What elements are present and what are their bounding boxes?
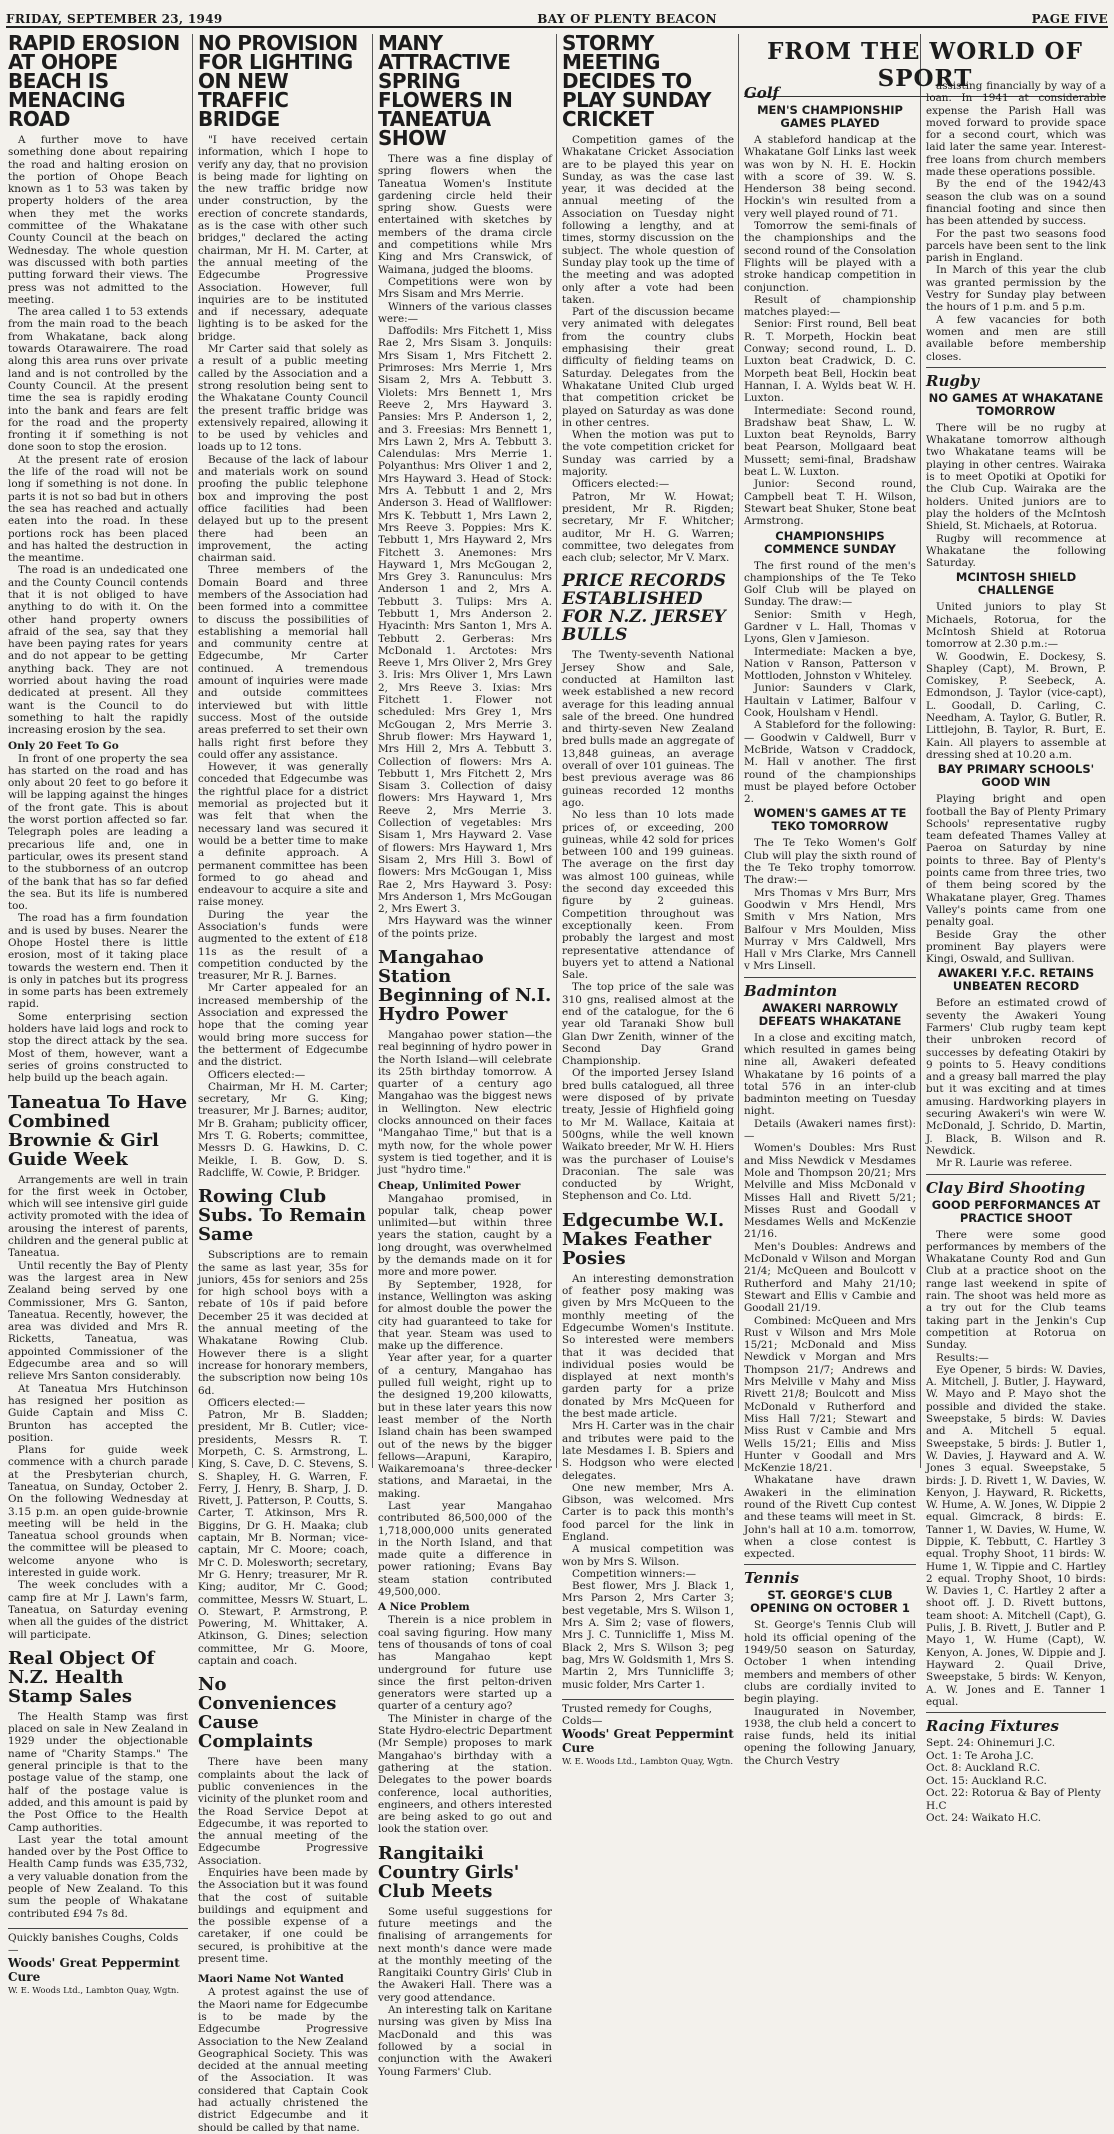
divider <box>744 977 916 978</box>
article-ohope-erosion <box>8 31 188 1085</box>
article-mangahao <box>378 948 552 1836</box>
paragraph: Arrangements are well in train for the first week in October, which will see intensive girl guide activity promoted with the idea of arousing the interest of parents, children and the general public at Taneatua. <box>8 1173 188 1260</box>
paragraph: There will be no rugby at Whakatane tomorrow although two Whakatane teams will be playing in other centres. Wairaka is to meet Opotiki at Opotiki for the Club Cup. Wairaka are the holders. United juniors are to play the holders of the McIntosh Shield, St. Michaels, at Rotorua. <box>926 421 1106 533</box>
racing-fixture: Oct. 24: Waikato H.C. <box>926 1812 1042 1825</box>
paragraph: The first round of the men's championships of the Te Teko Golf Club will be played on Sunday. The draw:— <box>744 559 916 609</box>
racing-fixture: Oct. 1: Te Aroha J.C. <box>926 1749 1034 1762</box>
paragraph: Result of championship matches played:— <box>744 293 916 319</box>
headline: ST. GEORGE'S CLUB OPENING ON OCTOBER 1 <box>750 1588 910 1616</box>
paragraph: A musical competition was won by Mrs S. Wilson. <box>562 1543 734 1568</box>
paragraph: Intermediate: Macken a bye, Nation v Ranson, Patterson v Mottloden, Johnston v Whiteley. <box>744 645 916 683</box>
paragraph: Men's Doubles: Andrews and McDonald v Wilson and Morgan 21/4; McQueen and Boulcott v Rutherford and Mahy 21/10; Stewart and Ellis v Cambie and Goodall 21/19. <box>744 1240 916 1315</box>
paragraph: Three members of the Domain Board and three members of the Association had been formed into a committee to discuss the possibilities of establishing a memorial hall and community centre at Edgecumbe, Mr Carter continued. A tremendous amount of inquiries were made and outside committees interviewed but with little success. Most of the outside areas preferred to set their own halls right first before they could offer any assistance. <box>198 564 368 761</box>
paragraph: Intermediate: Second round, Bradshaw beat Shaw, L. W. Luxton beat Reynolds, Barry beat Pearson, Mollgaard beat Mussett; semi-final, Bradshaw beat L. W. Luxton. <box>744 404 916 479</box>
paragraph: Part of the discussion became very animated with delegates from the country clubs emphasising their great difficulty of fielding teams on Saturday. Delegates from the Whakatane United Club urged that competition cricket be played on Saturday as was done in other centres. <box>562 306 734 429</box>
section-badminton: Badminton <box>744 981 838 1000</box>
headline: RAPID EROSION AT OHOPE BEACH IS MENACING ROAD <box>8 31 180 131</box>
paragraph: By September, 1928, for instance, Wellington was asking for almost double the power the city had guaranteed to take for that year. Steam was used to make up the difference. <box>378 1278 552 1353</box>
paragraph: At Taneatua Mrs Hutchinson has resigned her position as Guide Captain and Miss C. Brunton has accepted the position. <box>8 1382 188 1444</box>
paragraph: Playing bright and open football the Bay of Plenty Primary Schools' representative rugby team defeated Thames Valley at Paeroa on Saturday by nine points to three. Bay of Plenty's points came from three tries, two of them being scored by the Whakatane player, Greg. Thames Valley's points came from one penalty goal. <box>926 793 1106 929</box>
paragraph: The Health Stamp was first placed on sale in New Zealand in 1929 under the objectionable name of "Charity Stamps." The general principle is that to the postage value of the stamp, one half of the postage value is added, and this amount is paid by the Post Office to the Health Camp authorities. <box>8 1710 188 1834</box>
advert-peppermint-cure <box>562 1699 734 1767</box>
advert-peppermint-cure <box>8 1928 188 1996</box>
paragraph: Daffodils: Mrs Fitchett 1, Miss Rae 2, Mrs Sisam 3. Jonquils: Mrs Sisam 1, Mrs Fitchett 2. Primroses: Mrs Merrie 1, Mrs Sisam 2, Mrs A. Tebbutt 3. Violets: Mrs Bennett 1, Mrs Reeve 2, Mrs Hayward 3. Pansies: Mrs P. Anderson 1, 2, and 3. Freesias: Mrs Bennett 1, Mrs Lawn 2, Mrs A. Tebbutt 3. Calendulas: Mrs Merrie 1. Polyanthus: Mrs Oliver 1 and 2, Mrs Hayward 3. Head of Stock: Mrs A. Tebbutt 1 and 2, Mrs Anderson 3. Head of Wallflower: Mrs K. Tebbutt 1, Mrs Lawn 2, Mrs Reeve 3. Poppies: Mrs K. Tebbutt 1, Mrs Hayward 2, Mrs Fitchett 3. Anemones: Mrs Hayward 1, Mrs McGougan 2, Mrs Grey 3. Ranunculus: Mrs Anderson 1 and 2, Mrs A. Tebbutt 3. Tulips: Mrs A. Tebbutt 1, Mrs Anderson 2. Hyacinth: Mrs Santon 1, Mrs A. Tebbutt 2. Gerberas: Mrs McDonald 1. Arctotes: Mrs Reeve 1, Mrs Oliver 2, Mrs Grey 3. Iris: Mrs Oliver 1, Mrs Lawn 2, Mrs Reeve 3. Ixias: Mrs Fitchett 1. Flower not scheduled: Mrs Grey 1, Mrs McGougan 2, Mrs Merrie 3. Shrub flower: Mrs Hayward 1, Mrs Hill 2, Mrs A. Tebbutt 3. Collection of flowers: Mrs A. Tebbutt 1, Mrs Fitchett 2, Mrs Sisam 3. Collection of daisy flowers: Mrs Hayward 1, Mrs Reeve 2, Mrs Merrie 3. Collection of vegetables: Mrs Sisam 1, Mrs Hayward 2. Vase of flowers: Mrs Hayward 1, Mrs Sisam 2, Mrs Hill 3. Bowl of flowers: Mrs McGougan 1, Miss Rae 2, Mrs Hayward 3. Posy: Mrs Anderson 1, Mrs McGougan 2, Mrs Ewert 3. <box>378 325 552 916</box>
masthead <box>6 4 1108 28</box>
paragraph: Mr Carter appealed for an increased membership of the Association and expressed the hope that the coming year would bring more success for the betterment of Edgecumbe and the district. <box>198 982 368 1069</box>
paragraph: The Minister in charge of the State Hydro-electric Department (Mr Semple) proposes to mark Mangahao's birthday with a gathering at the station. Delegates to the power boards conference, local authorities, engineers, and others interested are being asked to go out and look the station over. <box>378 1712 552 1836</box>
article-bridge-lighting <box>198 31 368 1179</box>
column-4 <box>562 31 734 1767</box>
paragraph: The road is an undedicated one and the County Council contends that it is not obliged to have anything to do with it. On the other hand property owners afraid of the sea, say that they have been paying rates for years and do not appear to be getting anything back. They are not worried about having the road dedicated at present. All they want is the Council to do something to halt the rapidly increasing erosion by the sea. <box>8 564 188 737</box>
paragraph: Therein is a nice problem in coal saving figuring. How many tens of thousands of tons of coal has Mangahao kept underground for future use since the first pelton-driven generators were started up a quarter of a century ago? <box>378 1614 552 1713</box>
headline: Rangitaiki Country Girls' Club Meets <box>378 1842 520 1902</box>
headline: STORMY MEETING DECIDES TO PLAY SUNDAY CRICKET <box>562 31 711 131</box>
article-spring-flowers <box>378 31 552 940</box>
divider <box>926 1174 1106 1175</box>
paragraph: Mangahao power station—the real beginning of hydro power in the North Island—will celebrate its 25th birthday tomorrow. A quarter of a century ago Mangahao was the biggest news in Wellington. New electric clocks announced on their faces "Mangahao Time," but that is a myth now, for the whole power system is tied together, and it is just "hydro time." <box>378 1029 552 1177</box>
paragraph: A stableford handicap at the Whakatane Golf Links last week was won by N. H. E. Hockin with a score of 39. W. S. Henderson 38 being second. Hockin's win resulted from a very well played round of 71. <box>744 134 916 220</box>
paragraph: Until recently the Bay of Plenty was the largest area in New Zealand being served by one Commissioner, Mrs G. Santon, Taneatua. Recently, however, the area was divided and Mrs R. Ricketts, Taneatua, was appointed Commissioner of the Edgecumbe area and so will relieve Mrs Santon considerably. <box>8 1259 188 1383</box>
paragraph: Eye Opener, 5 birds: W. Davies, A. Mitchell, J. Butler, J. Hayward, W. Mayo and P. Mayo shot the possible and divided the stake. Sweepstake, 5 birds: W. Davies and A. Mitchell 5 equal. Sweepstake, 5 birds: J. Butler 1, W. Davies, J. Hayward and A. W. Jones 3 equal. Sweepstake, 5 birds: J. D. Rivett 1, W. Davies, W. Kenyon, J. Hayward, R. Ricketts, W. Hume, A. W. Jones, W. Dippie 2 equal. Gimcrack, 8 birds: E. Tanner 1, W. Davies, W. Hume, W. Dippie, K. Tebbutt, C. Hartley 3 equal. Trophy Shoot, 11 birds: W. Hume 1, W. Tippie and C. Hartley 2 equal. Trophy Shoot, 10 birds: W. Davies 1, C. Hartley 2 after a shoot off. J. D. Rivett buttons, team shoot: A. Mitchell (Capt), G. Pulis, J. B. Rivett, J. Butler and P. Mayo 1, W. Hume (Capt), W. Kenyon, A. Jones, W. Dippie and J. Hayward 2. Quail Drive, Sweepstake, 5 birds: W. Kenyon, A. W. Jones and E. Tanner 1 equal. <box>926 1363 1106 1708</box>
headline: Mangahao Station Beginning of N.I. Hydro Power <box>378 947 552 1025</box>
article-maori-name <box>198 1973 368 2134</box>
headline: PRICE RECORDS ESTABLISHED FOR N.Z. JERSEY BULLS <box>562 571 726 646</box>
issue-date: FRIDAY, SEPTEMBER 23, 1949 <box>6 12 223 26</box>
headline: NO PROVISION FOR LIGHTING ON NEW TRAFFIC BRIDGE <box>198 31 358 131</box>
headline: Taneatua To Have Combined Brownie & Girl Guide Week <box>8 1091 188 1170</box>
paragraph: For the past two seasons food parcels have been sent to the link parish in England. <box>926 227 1106 265</box>
column-rule <box>920 34 921 1468</box>
divider <box>926 367 1106 368</box>
headline: BAY PRIMARY SCHOOLS' GOOD WIN <box>937 762 1095 790</box>
paragraph: Senior: Smith v Hegh, Gardner v L. Hall, Thomas v Lyons, Glen v Jamieson. <box>744 608 916 646</box>
headline: MEN'S CHAMPIONSHIP GAMES PLAYED <box>757 103 903 130</box>
section-golf: Golf <box>744 84 779 102</box>
headline: WOMEN'S GAMES AT TE TEKO TOMORROW <box>753 806 907 834</box>
headline: Edgecumbe W.I. Makes Feather Posies <box>562 1209 725 1269</box>
paragraph: Officers elected:— <box>208 1396 306 1409</box>
ad-line: Trusted remedy for Coughs, Colds— <box>562 1702 712 1727</box>
column-rule <box>192 34 193 1468</box>
paragraph: An interesting demonstration of feather posy making was given by Mrs McQueen to the monthly meeting of the Edgecumbe Women's Institute. So interested were members that it was decided that individual posies would be displayed at next month's garden party for a prize donated by Mrs McQueen for the best made article. <box>562 1272 734 1421</box>
racing-fixture: Oct. 22: Rotorua & Bay of Plenty H.C <box>926 1787 1101 1812</box>
headline: Maori Name Not Wanted <box>198 1973 344 1986</box>
section-clay-bird: Clay Bird Shooting <box>926 1178 1086 1197</box>
racing-fixture: Sept. 24: Ohinemuri J.C. <box>926 1737 1056 1750</box>
paragraph: Last year Mangahao contributed 86,500,000 of the 1,718,000,000 units generated in the North Island, and that made quite a difference in power rationing; Evans Bay steam station contributed 49,500,000. <box>378 1499 552 1599</box>
article-jersey-bulls <box>562 572 734 1202</box>
paragraph: The road has a firm foundation and is used by buses. Nearer the Ohope Hostel there is little erosion, most of it taking place towards the western end. Then it is only in patches but its progress in some parts has been extremely rapid. <box>8 912 188 1011</box>
ad-product: Woods' Great Peppermint Cure <box>562 1726 734 1755</box>
paragraph: Because of the lack of labour and materials work on sound proofing the public telephone box and improving the post office facilities had been delayed but up to the present there had been an improvement, the acting chairman said. <box>198 453 368 565</box>
paragraph: There were some good performances by members of the Whakatane County Rod and Gun Club at a practice shoot on the range last weekend in spite of rain. The shoot was held more as a try out for the Club teams taking part in the Jenkin's Cup competition at Rotorua on Sunday. <box>926 1228 1106 1352</box>
paragraph: Junior: Second round, Campbell beat T. H. Wilson, Stewart beat Shuker, Stone beat Armstrong. <box>744 478 916 528</box>
paragraph: Combined: McQueen and Mrs Rust v Wilson and Mrs Mole 15/21; McDonald and Miss Newdick v Morgan and Mrs Thompson 21/7; Andrews and Mrs Melville v Mahy and Miss Rivett 21/8; Boulcott and Miss McDonald v Rutherford and Miss Hall 7/21; Stewart and Miss Rust v Cambie and Mrs Wells 15/21; Ellis and Miss Hunter v Goodall and Mrs McKenzie 18/21. <box>744 1314 916 1475</box>
paragraph: There was a fine display of spring flowers when the Taneatua Women's Institute gardening circle held their spring show. Guests were entertained with sketches by members of the drama circle and competitions while Mrs King and Mrs Cranswick, of Waimana, judged the blooms. <box>378 153 552 276</box>
paragraph: The Te Teko Women's Golf Club will play the sixth round of the Te Teko trophy tomorrow. The draw:— <box>744 837 916 887</box>
column-rule <box>372 34 373 1468</box>
headline: AWAKERI NARROWLY DEFEATS WHAKATANE <box>758 1000 902 1028</box>
paragraph: Competition winners:— <box>572 1567 697 1580</box>
paragraph: Mr Carter said that solely as a result of a public meeting called by the Association and a strong resolution being sent to the Whakatane County Council the present traffic bridge was extensively repaired, allowing it to be used by vehicles and loads up to 12 tons. <box>198 343 368 454</box>
column-1 <box>8 31 188 1996</box>
paragraph: Results:— <box>936 1351 989 1364</box>
paragraph: Mrs Thomas v Mrs Burr, Mrs Goodwin v Mrs Hendl, Mrs Smith v Mrs Nation, Mrs Balfour v Mrs Moulden, Miss Murray v Mrs Caldwell, Mrs Hall v Mrs Clarke, Mrs Cannell v Mrs Linsell. <box>744 886 916 973</box>
article-girl-guide-week <box>8 1093 188 1641</box>
column-5 <box>744 80 916 1767</box>
ad-line: Quickly banishes Coughs, Colds— <box>8 1931 179 1956</box>
column-rule <box>738 34 739 1468</box>
headline: Real Object Of N.Z. Health Stamp Sales <box>8 1647 155 1707</box>
racing-fixture: Oct. 8: Auckland R.C. <box>926 1762 1041 1775</box>
paragraph: Some useful suggestions for future meetings and the finalising of arrangements for next month's dance were made at the monthly meeting of the Rangitaiki Country Girls' Club in the Awakeri Hall. There was a very good attendance. <box>378 1905 552 2004</box>
column-3 <box>378 31 552 2078</box>
racing-fixture: Oct. 15: Auckland R.C. <box>926 1774 1047 1787</box>
paragraph: When the motion was put to the vote competition cricket for Sunday was carried by a majority. <box>562 429 734 479</box>
paragraph: Of the imported Jersey Island bred bulls catalogued, all three were disposed of by private treaty, Jessie of Highfield going to Mr M. Wallace, Kaitaia at 500gns, while the well known Waikato breeder, Mr W. H. Hiers was the purchaser of Louise's Draconian. The sale was conducted by Wright, Stephenson and Co. Ltd. <box>562 1067 734 1203</box>
headline: NO GAMES AT WHAKATANE TOMORROW <box>928 390 1104 418</box>
article-country-girls <box>378 1844 552 2078</box>
paragraph: Plans for guide week commence with a church parade at the Presbyterian church, Taneatua, on Sunday, October 2. On the following Wednesday at 3.15 p.m. an open guide-brownie meeting will be held in the Taneatua school grounds when the committee will be pleased to welcome anyone who is interested in guide work. <box>8 1444 188 1580</box>
paragraph: Tomorrow the semi-finals of the championships and the second round of the Consolation Flights will be played with a stroke handicap competition in conjunction. <box>744 220 916 294</box>
article-rowing-club <box>198 1187 368 1667</box>
ad-address: W. E. Woods Ltd., Lambton Quay, Wgtn. <box>562 1756 734 1767</box>
paragraph: In front of one property the sea has started on the road and has only about 20 feet to go before it will be lapping against the hinges of the front gate. This is about the worst portion affected so far. Telegraph poles are leading a precarious life and, one in particular, owes its present stand to the stubborness of an outcrop of the bank that has so far defied the sea. But its life is numbered too. <box>8 752 188 913</box>
paragraph: Inaugurated in November, 1938, the club held a concert to raise funds, held its initial opening the following January, the Church Vestry <box>744 1705 916 1767</box>
section-rugby: Rugby <box>926 371 980 390</box>
headline: Rowing Club Subs. To Remain Same <box>198 1186 366 1246</box>
paragraph: Mrs H. Carter was in the chair and tributes were paid to the late Mesdames I. B. Spiers and S. Hodgson who were elected delegates. <box>562 1420 734 1482</box>
paragraph: Best flower, Mrs J. Black 1, Mrs Parson 2, Mrs Carter 3; best vegetable, Mrs S. Wilson 1, Mrs A. Sim 2; vase of flowers, Mrs J. C. Tunnicliffe 1, Miss M. Black 2, Mrs S. Wilson 3; peg bag, Mrs W. Goldsmith 1, Mrs S. Martin 2, Mrs Tunnicliffe 3; music folder, Mrs Carter 1. <box>562 1580 734 1691</box>
paragraph: Patron, Mr W. Howat; president, Mr R. Rigden; secretary, Mr F. Whitcher; auditor, Mr H. G. Warren; committee, two delegates from each club; selector, Mr V. Marx. <box>562 490 734 565</box>
paragraph: Women's Doubles: Mrs Rust and Miss Newdick v Mesdames Mole and Thompson 20/21; Mrs Melville and Miss McDonald v Misses Hall and Rivett 5/21; Misses Rust and Goodall v Mesdames Wells and McKenzie 21/16. <box>744 1142 916 1241</box>
paragraph: "I have received certain information, which I hope to verify any day, that no provision is being made for lighting on the new traffic bridge now under construction, by the erection of concrete standards, as is the case with other such bridges," declared the acting chairman, Mr H. M. Carter, at the annual meeting of the Edgecumbe Progressive Association. However, full inquiries are to be instituted and if necessary, adequate lighting is to be asked for the bridge. <box>198 134 368 343</box>
paragraph: W. Goodwin, E. Dockesy, S. Shapley (Capt), M. Brown, P. Comiskey, P. Seebeck, A. Edmondson, J. Taylor (vice-capt), L. Goodall, D. Carling, C. Needham, A. Taylor, G. Butler, R. Littlejohn, B. Taylor, R. Burt, E. Kain. All players to assemble at dressing shed at 10.20 a.m. <box>926 650 1106 761</box>
paragraph: However, it was generally conceded that Edgecumbe was the rightful place for a district memorial as projected but it was felt that when the necessary land was secured it would be a better time to make a definite approach. A permanent committee has been formed to go ahead and endeavour to acquire a site and raise money. <box>198 761 368 909</box>
headline: No Conveniences Cause Complaints <box>198 1674 337 1753</box>
paragraph: Subscriptions are to remain the same as last year, 35s for juniors, 45s for seniors and 25s for high school boys with a rebate of 10s if paid before December 25 it was decided at the annual meeting of the Whakatane Rowing Club. However there is a slight increase for honorary members, the subscription now being 10s 6d. <box>198 1249 368 1397</box>
article-sunday-cricket <box>562 31 734 565</box>
ad-address: W. E. Woods Ltd., Lambton Quay, Wgtn. <box>8 1985 180 1996</box>
paragraph: Patron, Mr B. Sladden; president, Mr B. Cutler; vice-presidents, Messrs R. T. Morpeth, C. S. Armstrong, L. King, S. Cave, D. C. Stevens, S. S. Shapley, H. G. Warren, F. Ferry, J. Henry, B. Sharp, J. D. Rivett, J. Patterson, P. Coutts, S. Carter, T. Atkinson, Mrs R. Biggins, Dr G. H. Maaka; club captain, Mr B. Norman; vice-captain, Mr C. Moore; coach, Mr C. D. Molesworth; secretary, Mr G. Henry; treasurer, Mr R. King; auditor, Mr C. Good; committee, Messrs W. Stuart, L. O. Stewart, P. Armstrong, P. Powering, M. Whittaker, A. Atkinson, G. Dines; selection committee, Mr G. Moore, captain and coach. <box>198 1409 368 1668</box>
paragraph: A further move to have something done about repairing the road and halting erosion on the portion of Ohope Beach known as 1 to 53 was taken by property holders of the area when they met the works committee of the Whakatane County Council at the beach on Wednesday. The whole question was discussed with both parties putting forward their views. The press was not admitted to the meeting. <box>8 134 188 306</box>
paragraph: assisting financially by way of a loan. In 1941 at considerable expense the Parish Hall was moved forward to provide space for a second court, which was laid later the same year. Interest-free loans from church members made these operations possible. <box>926 80 1106 179</box>
paragraph: Beside Gray the other prominent Bay players were Kingi, Oswald, and Sullivan. <box>926 928 1106 966</box>
paragraph: Officers elected:— <box>208 1068 306 1081</box>
paragraph: At the present rate of erosion the life of the road will not be long if something is not done. In parts it is not so bad but in others the sea has reached and actually eaten into the road. In these portions rock has been placed and has halted the destruction in the meantime. <box>8 453 188 565</box>
paragraph: An interesting talk on Karitane nursing was given by Miss Ina MacDonald and this was followed by a social in conjunction with the Awakeri Young Farmers' Club. <box>378 2004 552 2078</box>
paper-name: BAY OF PLENTY BEACON <box>537 12 717 26</box>
paragraph: The top price of the sale was 310 gns, realised almost at the end of the catalogue, for the 6 year old Taranaki Show bull Glan Dwr Zenith, winner of the Second Day Grand Championship. <box>562 981 734 1068</box>
headline: MCINTOSH SHIELD CHALLENGE <box>955 570 1077 598</box>
paragraph: Winners of the various classes were:— <box>378 300 552 325</box>
paragraph: Rugby will recommence at Whakatane the following Saturday. <box>926 532 1106 570</box>
paragraph: Mrs Hayward was the winner of the points prize. <box>378 915 552 940</box>
paragraph: There have been many complaints about the lack of public conveniences in the vicinity of the plunket room and the Road Service Depot at Edgecumbe, it was reported to the annual meeting of the Edgecumbe Progressive Association. <box>198 1756 368 1867</box>
paragraph: Senior: First round, Bell beat R. T. Morpeth, Hockin beat Conway; second round, L. D. Luxton beat Cradwick, D. C. Morpeth beat Bell, Hockin beat Hannan, I. A. Wylds beat W. H. Luxton. <box>744 318 916 405</box>
paragraph: Officers elected:— <box>572 478 670 491</box>
paragraph: No less than 10 lots made prices of, or exceeding, 200 guineas, while 42 sold for prices between 100 and 199 guineas. The average on the first day was almost 100 guineas, while the second day exceeded this figure by 2 guineas. Competition throughout was exceptionally keen. From probably the largest and most representative attendance of buyers yet to attend a National Sale. <box>562 809 734 982</box>
paragraph: Mr R. Laurie was referee. <box>936 1157 1073 1170</box>
paragraph: In a close and exciting match, which resulted in games being nine all, Awakeri defeated Whakatane by 16 points of a total 576 in an inter-club badminton meeting on Tuesday night. <box>744 1031 916 1118</box>
headline: GOOD PERFORMANCES AT PRACTICE SHOOT <box>931 1197 1101 1225</box>
column-rule <box>556 34 557 1468</box>
column-2 <box>198 31 368 2134</box>
paragraph: A protest against the use of the Maori name for Edgecumbe is to be made by the Edgecumbe Progressive Association to the New Zealand Geographical Society. This was decided at the annual meeting of the Association. It was considered that Captain Cook had actually christened the district Edgecumbe and it should be called by that name. <box>198 1986 368 2134</box>
divider <box>926 1712 1106 1713</box>
sport-header: FROM THE WORLD OF SPORT <box>744 36 1106 97</box>
paragraph: Competitions were won by Mrs Sisam and Mrs Merrie. <box>378 275 552 301</box>
headline: AWAKERI Y.F.C. RETAINS UNBEATEN RECORD <box>937 966 1095 994</box>
paragraph: The Twenty-seventh National Jersey Show and Sale, conducted at Hamilton last week established a new record average for this leading annual sale of the breed. One hundred and thirty-seven New Zealand bred bulls made an aggregate of 13,848 guineas, an average overall of over 101 guineas. The best previous average was 86 guineas recorded 12 months ago. <box>562 649 734 809</box>
paragraph: Last year the total amount handed over by the Post Office to Health Camp funds was £35,732, a very valuable donation from the people of New Zealand. To this sum the people of Whakatane contributed £94 7s 8d. <box>8 1833 188 1920</box>
paragraph: Junior: Saunders v Clark, Haultain v Latimer, Balfour v Cook, Houlsham v Hendl. <box>744 682 916 720</box>
paragraph: The area called 1 to 53 extends from the main road to the beach from Whakatane, back along towards Otarawairere. The road along this area runs over private land and is not controlled by the County Council. At the present time the sea is rapidly eroding into the bank and fears are felt for the road and the property fronting it if something is not done soon to stop the erosion. <box>8 306 188 454</box>
article-feather-posies <box>562 1211 734 1691</box>
paragraph: Details (Awakeri names first):— <box>744 1117 916 1143</box>
article-conveniences <box>198 1675 368 1965</box>
section-racing: Racing Fixtures <box>926 1717 1059 1736</box>
paragraph: Whakatane have drawn Awakeri in the elimination round of the Rivett Cup contest and these teams will meet in St. John's hall at 10 a.m. tomorrow, when a close contest is expected. <box>744 1474 916 1561</box>
paragraph: Year after year, for a quarter of a century, Mangahao has pulled full weight, right up to the designed 19,200 kilowatts, but in these later years this now least member of the North Island chain has been swamped out of the news by the bigger fellows—Arapuni, Karapiro, Waikaremoana's three-decker stations, and Maraetai, in the making. <box>378 1352 552 1500</box>
headline: CHAMPIONSHIPS COMMENCE SUNDAY <box>764 528 896 556</box>
column-6 <box>926 80 1106 1825</box>
subheading: Only 20 Feet To Go <box>8 739 119 752</box>
ad-product: Woods' Great Peppermint Cure <box>8 1955 180 1984</box>
paragraph: Some enterprising section holders have laid logs and rock to stop the direct attack by the sea. Most of them, however, want a series of groins constructed to help build up the beach again. <box>8 1010 188 1085</box>
section-tennis: Tennis <box>744 1569 799 1588</box>
divider <box>744 1564 916 1565</box>
paragraph: Competition games of the Whakatane Cricket Association are to be played this year on Sunday, as was the case last year, it was decided at the annual meeting of the Association on Tuesday night following a lengthy, and at times, stormy discussion on the subject. The whole question of Sunday play took up the time of the meeting and was adopted only after a vote had been taken. <box>562 134 734 306</box>
paragraph: In March of this year the club was granted permission by the Vestry for Sunday play between the hours of 1 p.m. and 5 p.m. <box>926 264 1106 314</box>
paragraph: One new member, Mrs A. Gibson, was welcomed. Mrs Carter is to pack this month's food parcel for the link in England. <box>562 1481 734 1543</box>
subheading: A Nice Problem <box>378 1601 470 1614</box>
article-health-stamp <box>8 1649 188 1920</box>
paragraph: Chairman, Mr H. M. Carter; secretary, Mr G. King; treasurer, Mr J. Barnes; auditor, Mr B. Graham; publicity officer, Mrs T. G. Roberts; committee, Messrs D. G. Hawkins, D. C. Meikle, I. B. Gow, D. S. Radcliffe, W. Cowie, P. Bridger. <box>198 1080 368 1179</box>
paragraph: During the year the Association's funds were augmented to the extent of £18 11s as the result of a competition conducted by the treasurer, Mr R. J. Barnes. <box>198 908 368 983</box>
paragraph: A few vacancies for both women and men are still available before membership closes. <box>926 313 1106 363</box>
paragraph: Before an estimated crowd of seventy the Awakeri Young Farmers' Club rugby team kept their unbroken record of successes by defeating Otakiri by 9 points to 5. Heavy conditions and a greasy ball marred the play but it was exciting and at times amusing. Hardworking players in securing Awakeri's win were W. McDonald, J. Schrido, D. Martin, J. Black, B. Wilson and R. Newdick. <box>926 997 1106 1157</box>
paragraph: United juniors to play St Michaels, Rotorua, for the McIntosh Shield at Rotorua tomorrow at 2.30 p.m.:— <box>926 601 1106 651</box>
paragraph: St. George's Tennis Club will hold its official opening of the 1949/50 season on Saturday, October 1 when intending members and members of other clubs are cordially invited to begin playing. <box>744 1619 916 1706</box>
page-number: PAGE FIVE <box>1031 12 1108 26</box>
paragraph: A Stableford for the following:— Goodwin v Caldwell, Burr v McBride, Watson v Craddock, M. Hall v another. The first round of the championships must be played before October 2. <box>744 719 916 806</box>
paragraph: Mangahao promised, in popular talk, cheap power unlimited—but within three years the station, caught by a long drought, was overwhelmed by the demands made on it for more and more power. <box>378 1192 552 1279</box>
headline: MANY ATTRACTIVE SPRING FLOWERS IN TANEATUA SHOW <box>378 31 513 150</box>
paragraph: Enquiries have been made by the Association but it was found that the cost of suitable buildings and equipment and the possible expense of a caretaker, if one could be secured, is prohibitive at the present time. <box>198 1867 368 1966</box>
subheading: Cheap, Unlimited Power <box>378 1179 521 1192</box>
paragraph: By the end of the 1942/43 season the club was on a sound financial footing and since then has been attended by success. <box>926 178 1106 228</box>
paragraph: The week concludes with a camp fire at Mr J. Lawn's farm, Taneatua, on Saturday evening when all the guides of the district will participate. <box>8 1579 188 1641</box>
